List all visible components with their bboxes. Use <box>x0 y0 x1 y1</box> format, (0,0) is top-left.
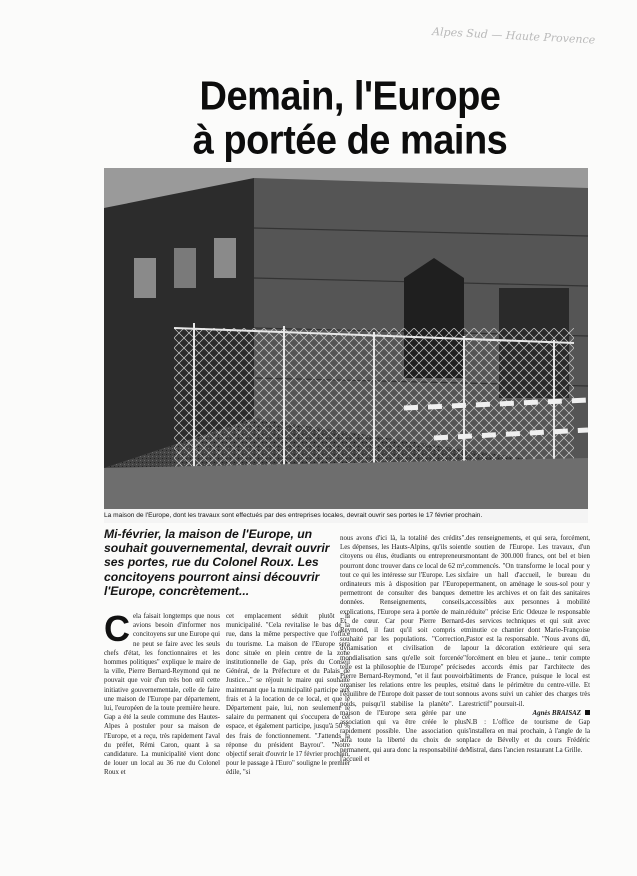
headline-line-2: à portée de mains <box>192 117 508 164</box>
handwritten-note: Alpes Sud — Haute Provence <box>431 25 596 47</box>
article-photo <box>104 168 588 516</box>
article-column-4 <box>466 534 590 755</box>
column-4-text: des renseignements, et qui sera, forcément, le soutien de l'Europe. Les travaux, d'un montant de 300.000 francs, ont bel et bien commencés. "On transforme le local pour y faire un hall d'accueil, le bureau du permanent, on aménage le sous-sol pour y mettre les archives et on fait des sanitaires accessibles aux personnes à mobilité réduite" précise Eric Odeuze le responsable des services techniques et qui suit avec minutie ce chantier dont Marie-Françoise Pastor est la responsable. "Nous avons dû, pour la décoration extérieure qui sera forcément en bleu et jaune... tenir compte des accords émis par l'architecte des bâtiments de France, puisque le local est situé dans le périmètre du centre-ville. Et nous avons suivi un cahier des charges très restrictif" poursuit-il. <box>466 535 590 708</box>
drop-cap: C <box>104 608 130 649</box>
author-name: Agnès BRAISAZ <box>532 709 581 717</box>
article-lead: Mi-février, la maison de l'Europe, un souhait gouvernemental, devrait ouvrir ses portes, rue du Colonel Roux. Les concitoyens pourront ainsi découvrir l'Europe, concrètement... <box>104 527 330 598</box>
author-signature <box>466 709 590 718</box>
headline-line-1: Demain, l'Europe <box>199 73 501 119</box>
construction-site-image <box>104 168 588 516</box>
headline <box>150 75 550 164</box>
column-2-text: cet emplacement séduit plutôt la municipalité. "Cela revitalise le bas de la rue, dans la même perspective que l'office du tourisme. La maison de l'Europe sera donc située en plein centre de la zone institutionnelle de Gap, près du Conseil Général, de la Préfecture et du Palais de Justice..." se réjouit le maire qui souhaite maintenant que la municipalité participe aux frais et à la location de ce local, et que le Département paie, lui, non seulement le salaire du permanent qui s'occupera de cet espace, et également participe, jusqu'à 50 % des frais de fonctionnement. "J'attends la réponse du président Bayrou". "Notre objectif serait d'ouvrir le 17 février prochain, pour le passage à l'Euro" souligne le premier édile, "si <box>226 613 350 777</box>
article-column-3 <box>340 534 466 764</box>
column-3-text: nous avons d'ici là, la totalité des crédits". Les dépenses, les Hauts-Alpins, qu'ils soient citoyens ou élus, étudiants ou entrepreneurs pourront donc trouver dans ce local de 62 m², tout ce qui les intéresse sur l'Europe. Les six ordinateurs mis à disposition par l'Europe permettront de consulter des banques de données. Renseignements, conseils, explications, l'Europe sera à portée de main. Et de cœur. Car pour Pierre Bernard-Reymond, il faut qu'il soit compris et souhaité par les populations. "Correction, dynamisation et civilisation de la mondialisation sans qu'elle soit forcenée" telle est la philosophie de l'Europe" précise Pierre Bernard-Reymond, "et il faut pouvoir organiser les relations entre les peuples, et l'équilibre de l'Europe doit passer de tout son poids, puisqu'il stabilise la planète". La maison de l'Europe sera gérée par une association qui va être créée le plus rapidement possible. Une association qui aura toute la liberté du choix de son permanent, qui aura donc la responsabilité de l'accueil et <box>340 535 466 763</box>
nota-bene: N.B : L'office de tourisme de Gap s'installera en mai prochain, à l'angle de la place de Bévelly et du cours Frédéric Mistral, dans l'ancien restaurant La Grille. <box>466 719 590 754</box>
column-1-body: ela faisait longtemps que nous avions besoin d'informer nos concitoyens sur une Europe qui ne peut se faire avec les seuls chefs d'état, les fonctionnaires et les hommes politiques" explique le maire de la ville, Pierre Bernard-Reymond qui ne pouvait que voir d'un très bon œil cette initiative gouvernementale, celle de faire une maison de l'Europe par département, lui, l'européen de la toute première heure. Gap a été la seule commune des Hautes-Alpes à postuler pour sa maison de l'Europe, et a reçu, très rapidement l'aval du préfet, Rémi Caron, quant à sa candidature. La municipalité vient donc de louer un local au 36 rue du Colonel Roux et <box>104 613 220 777</box>
photo-caption: La maison de l'Europe, dont les travaux sont effectués par des entreprises locales, devrait ouvrir ses portes le 17 février prochain. <box>104 509 588 523</box>
end-mark-icon <box>585 710 590 715</box>
article-column-1 <box>104 608 220 778</box>
article-column-2 <box>226 612 350 778</box>
column-1-text <box>104 608 220 778</box>
